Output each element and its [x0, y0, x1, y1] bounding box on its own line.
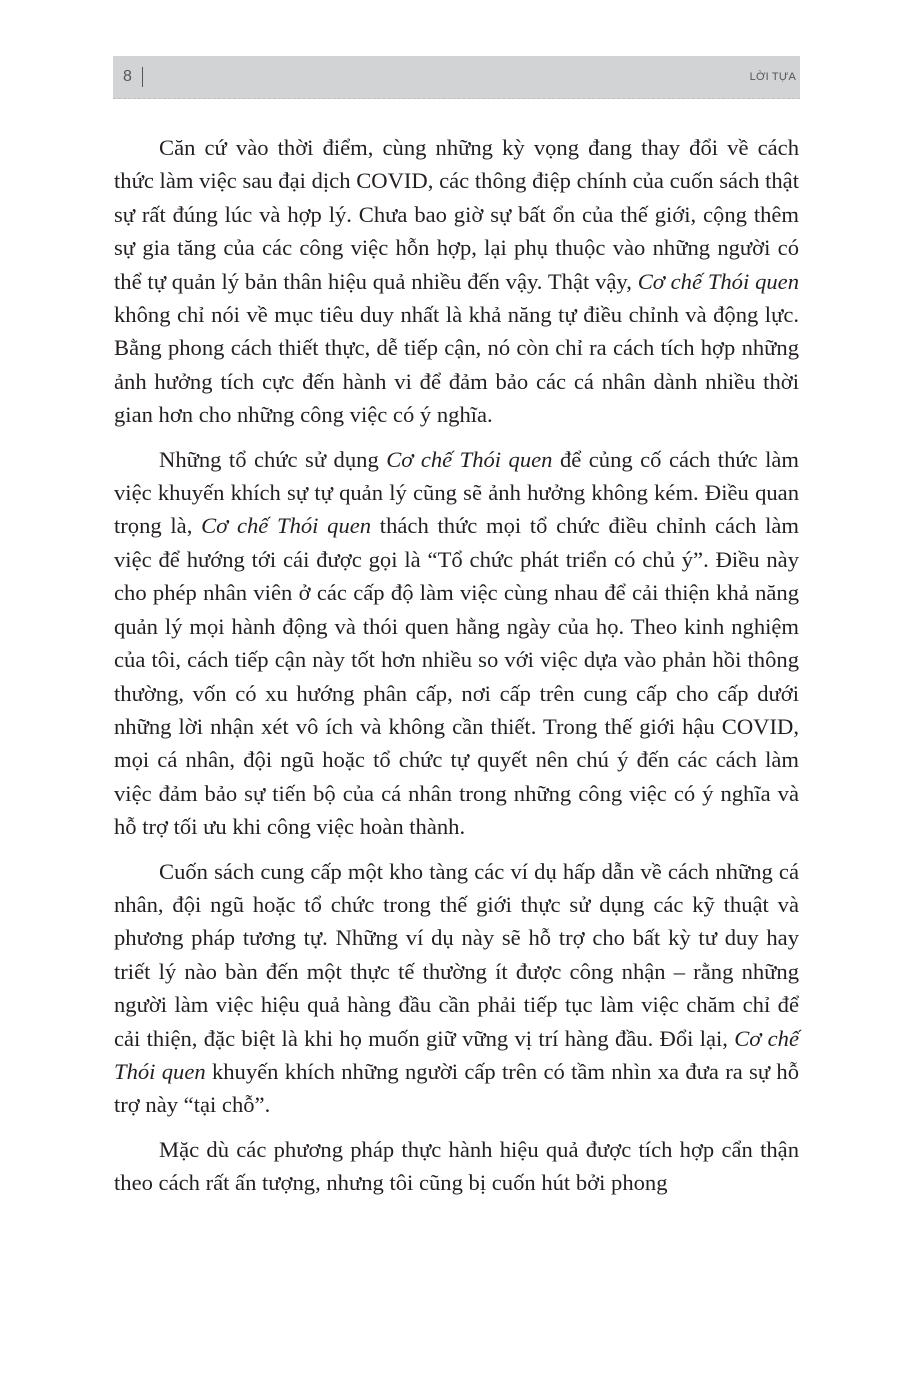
- book-title: Cơ chế Thói quen: [201, 513, 372, 539]
- body-text: [114, 131, 799, 1211]
- paragraph: [114, 443, 799, 844]
- text-segment: khuyến khích những người cấp trên có tầm nhìn xa đưa ra sự hỗ trợ này “tại chỗ”.: [114, 1058, 799, 1118]
- text-segment: thách thức mọi tổ chức điều chỉnh cách làm việc để hướng tới cái được gọi là “Tổ chức phát triển có chủ ý”. Điều này cho phép nhân viên ở các cấp độ làm việc cùng nhau để cải thiện khả năng quản lý mọi hành động và thói quen hằng ngày của họ. Theo kinh nghiệm của tôi, cách tiếp cận này tốt hơn nhiều so với việc dựa vào phản hồi thông thường, vốn có xu hướng phân cấp, nơi cấp trên cung cấp cho cấp dưới những lời nhận xét vô ích và không cần thiết. Trong thế giới hậu COVID, mọi cá nhân, đội ngũ hoặc tổ chức tự quyết nên chú ý đến các cách làm việc đảm bảo sự tiến bộ của cá nhân trong những công việc có ý nghĩa và hỗ trợ tối ưu khi công việc hoàn thành.: [114, 513, 799, 840]
- running-title: LỜI TỰA: [749, 71, 796, 83]
- text-segment: không chỉ nói về mục tiêu duy nhất là khả năng tự điều chỉnh và động lực. Bằng phong cách thiết thực, dễ tiếp cận, nó còn chỉ ra cách tích hợp những ảnh hưởng tích cực đến hành vi để đảm bảo các cá nhân dành nhiều thời gian hơn cho những công việc có ý nghĩa.: [114, 302, 799, 428]
- book-title: Cơ chế Thói quen: [114, 1025, 799, 1084]
- text-segment: để củng cố cách thức làm việc khuyến khích sự tự quản lý cũng sẽ ảnh hưởng không kém. Điều quan trọng là,: [114, 446, 799, 539]
- text-segment: Cuốn sách cung cấp một kho tàng các ví dụ hấp dẫn về cách những cá nhân, đội ngũ hoặc tổ chức trong thế giới thực sử dụng các kỹ thuật và phương pháp tương tự. Những ví dụ này sẽ hỗ trợ cho bất kỳ tư duy hay triết lý nào bàn đến một thực tế thường ít được công nhận – rằng những người làm việc hiệu quả hàng đầu cần phải tiếp tục làm việc chăm chỉ để cải thiện, đặc biệt là khi họ muốn giữ vững vị trí hàng đầu. Đổi lại,: [114, 858, 799, 1051]
- paragraph: [114, 855, 799, 1122]
- header-divider: [142, 67, 143, 87]
- page-header: [113, 56, 800, 99]
- book-title: Cơ chế Thói quen: [637, 268, 799, 294]
- text-segment: Mặc dù các phương pháp thực hành hiệu quả được tích hợp cẩn thận theo cách rất ấn tượng, nhưng tôi cũng bị cuốn hút bởi phong: [114, 1136, 799, 1196]
- paragraph: [114, 1133, 799, 1200]
- text-segment: Căn cứ vào thời điểm, cùng những kỳ vọng đang thay đổi về cách thức làm việc sau đại dịch COVID, các thông điệp chính của cuốn sách thật sự rất đúng lúc và hợp lý. Chưa bao giờ sự bất ổn của thế giới, cộng thêm sự gia tăng của các công việc hỗn hợp, lại phụ thuộc vào những người có thể tự quản lý bản thân hiệu quả nhiều đến vậy. Thật vậy,: [114, 135, 799, 294]
- book-title: Cơ chế Thói quen: [386, 446, 553, 472]
- text-segment: Những tổ chức sử dụng: [159, 446, 387, 472]
- paragraph: [114, 131, 799, 432]
- page-number: 8: [123, 68, 132, 85]
